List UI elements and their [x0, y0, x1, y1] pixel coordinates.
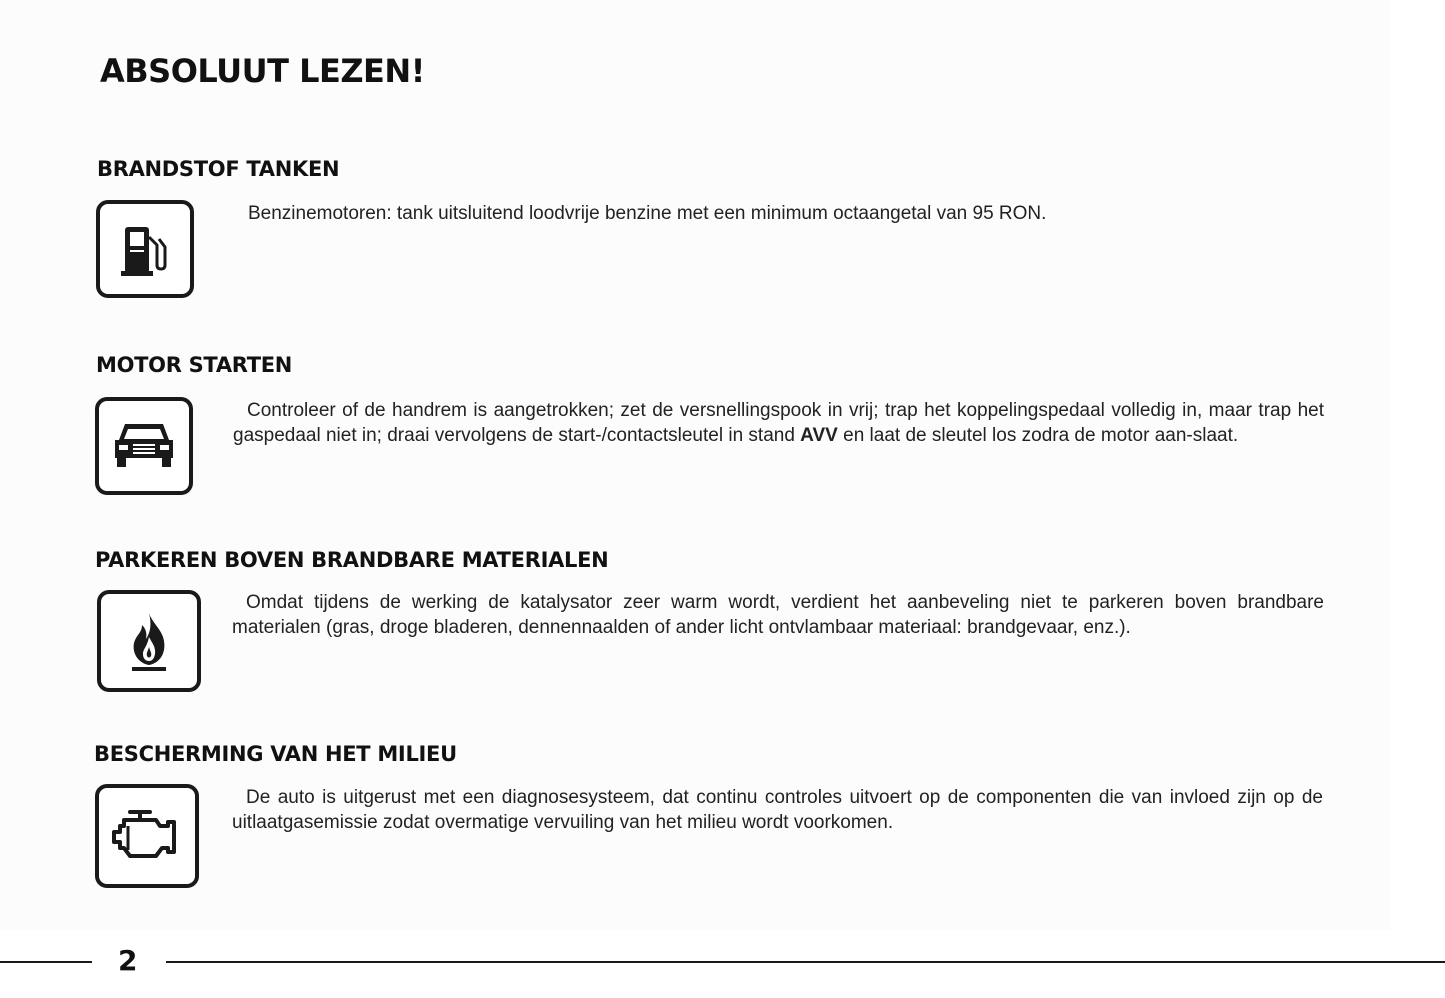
section-heading-milieu: BESCHERMING VAN HET MILIEU: [94, 742, 457, 766]
motor-starten-text-part-2: en laat de sleutel los zodra de motor aan-slaat.: [837, 425, 1239, 446]
section-heading-motor-starten: MOTOR STARTEN: [96, 353, 293, 377]
engine-icon: [95, 784, 199, 888]
section-text-parkeren: Omdat tijdens de werking de katalysator zeer warm wordt, verdient het aanbeveling niet te parkeren boven brandbare materialen (gras, droge bladeren, dennennaalden of ander licht ontvlambaar materiaal: brandgevaar, enz.).: [232, 592, 1324, 638]
section-text-motor-starten: [233, 398, 1324, 448]
footer-rule-left: [0, 961, 92, 963]
section-text-milieu: De auto is uitgerust met een diagnosesysteem, dat continu controles uitvoert op de componenten die van invloed zijn op de uitlaatgasemissie zodat overmatige vervuiling van het milieu wordt voorkomen.: [232, 787, 1323, 833]
fire-icon: [97, 590, 201, 692]
section-heading-brandstof-tanken: BRANDSTOF TANKEN: [97, 157, 340, 181]
section-heading-parkeren: PARKEREN BOVEN BRANDBARE MATERIALEN: [95, 548, 609, 572]
footer-rule-right: [166, 961, 1445, 963]
motor-starten-key-position: AVV: [800, 425, 838, 446]
car-front-icon: [95, 397, 193, 495]
fuel-pump-icon: [96, 200, 194, 298]
motor-starten-text-part-1: Controleer of de handrem is aangetrokken; zet de versnellingspook in vrij; trap het koppelingspedaal volledig in, maar trap het gaspedaal niet in; draai vervolgens de start-/contactsleutel in stand: [233, 400, 1324, 446]
page-title: ABSOLUUT LEZEN!: [100, 52, 425, 90]
page-number: 2: [118, 944, 138, 977]
section-text-brandstof-tanken: Benzinemotoren: tank uitsluitend loodvrije benzine met een minimum octaangetal van 95 RON.: [248, 203, 1047, 224]
